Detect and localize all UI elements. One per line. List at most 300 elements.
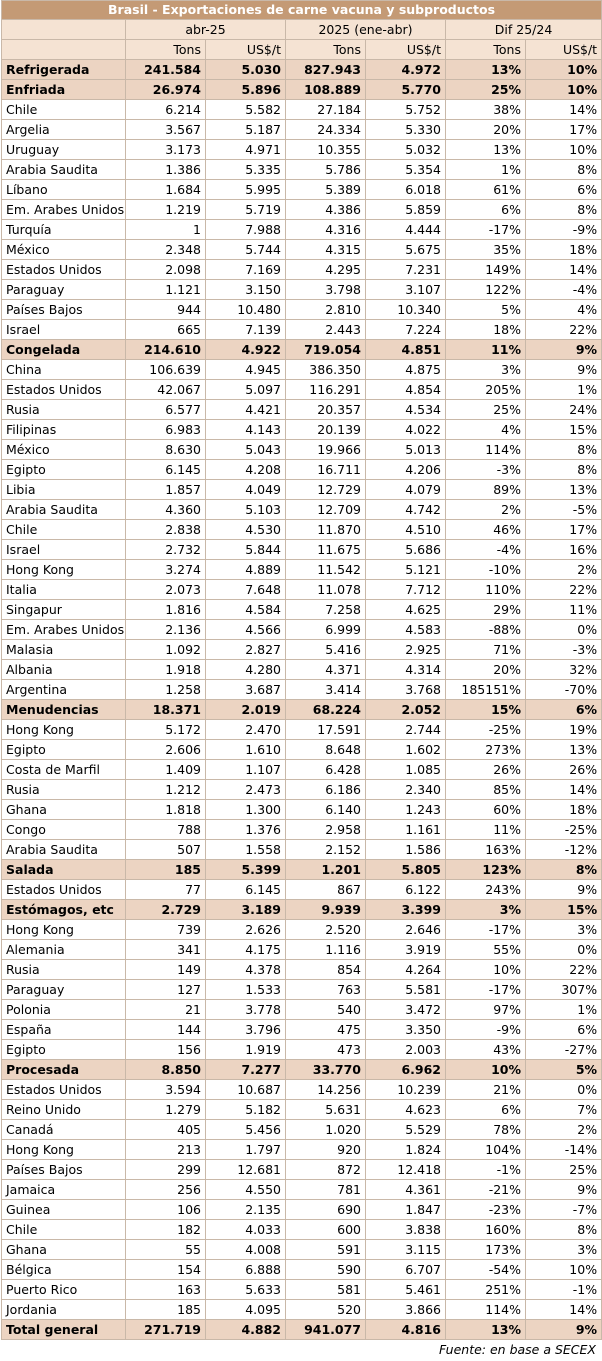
table-cell: 4.314 — [366, 660, 446, 680]
row-label: Chile — [2, 520, 126, 540]
table-cell: 1.212 — [126, 780, 206, 800]
unit-header: Tons — [446, 40, 526, 60]
table-cell: 42.067 — [126, 380, 206, 400]
table-cell: 11.078 — [286, 580, 366, 600]
table-cell: 213 — [126, 1140, 206, 1160]
row-label: Israel — [2, 540, 126, 560]
source-note: Fuente: en base a SECEX — [438, 1342, 596, 1357]
row-label: Malasia — [2, 640, 126, 660]
table-cell: 5.529 — [366, 1120, 446, 1140]
row-label: Filipinas — [2, 420, 126, 440]
table-cell: 1.610 — [206, 740, 286, 760]
table-cell: 5.675 — [366, 240, 446, 260]
table-cell: 4.095 — [206, 1300, 286, 1320]
table-cell: 3% — [526, 1240, 602, 1260]
table-cell: 3.594 — [126, 1080, 206, 1100]
table-cell: 13% — [526, 480, 602, 500]
table-cell: 8% — [526, 860, 602, 880]
table-cell: 719.054 — [286, 340, 366, 360]
table-cell: 20.139 — [286, 420, 366, 440]
row-label: Chile — [2, 1220, 126, 1240]
table-cell: 5.330 — [366, 120, 446, 140]
table-cell: 271.719 — [126, 1320, 206, 1340]
table-cell: 5.182 — [206, 1100, 286, 1120]
row-label: Ghana — [2, 800, 126, 820]
table-cell: 10% — [526, 60, 602, 80]
table-cell: 21 — [126, 1000, 206, 1020]
table-cell: 17% — [526, 120, 602, 140]
table-cell: 14.256 — [286, 1080, 366, 1100]
table-cell: 25% — [446, 400, 526, 420]
table-cell: 4.945 — [206, 360, 286, 380]
row-label: Enfriada — [2, 80, 126, 100]
table-cell: 2.098 — [126, 260, 206, 280]
row-label: Costa de Marfil — [2, 760, 126, 780]
table-cell: -1% — [446, 1160, 526, 1180]
row-label: Argentina — [2, 680, 126, 700]
table-row — [2, 440, 602, 460]
table-cell: 5.043 — [206, 440, 286, 460]
row-label: Arabia Saudita — [2, 500, 126, 520]
table-cell: 5.582 — [206, 100, 286, 120]
table-cell: 1.020 — [286, 1120, 366, 1140]
table-row — [2, 140, 602, 160]
table-cell: 163 — [126, 1280, 206, 1300]
table-cell: 5.581 — [366, 980, 446, 1000]
table-cell: 11% — [526, 600, 602, 620]
table-cell: 2.729 — [126, 900, 206, 920]
table-cell: 7.169 — [206, 260, 286, 280]
table-cell: 600 — [286, 1220, 366, 1240]
table-cell: 781 — [286, 1180, 366, 1200]
table-cell: 22% — [526, 580, 602, 600]
table-cell: 12.681 — [206, 1160, 286, 1180]
table-cell: 104% — [446, 1140, 526, 1160]
row-label: Estómagos, etc — [2, 900, 126, 920]
table-cell: 3.778 — [206, 1000, 286, 1020]
table-row — [2, 1000, 602, 1020]
row-label: Estados Unidos — [2, 1080, 126, 1100]
row-label: Total general — [2, 1320, 126, 1340]
period-header-month: abr-25 — [126, 20, 286, 40]
table-cell: 68.224 — [286, 700, 366, 720]
table-cell: 6% — [526, 700, 602, 720]
table-row — [2, 960, 602, 980]
table-cell: 2% — [526, 560, 602, 580]
table-row — [2, 580, 602, 600]
table-cell: 10.239 — [366, 1080, 446, 1100]
table-cell: 341 — [126, 940, 206, 960]
table-cell: 243% — [446, 880, 526, 900]
table-cell: 6.214 — [126, 100, 206, 120]
table-cell: 4.315 — [286, 240, 366, 260]
table-cell: 26% — [526, 760, 602, 780]
table-cell: 173% — [446, 1240, 526, 1260]
table-row — [2, 1280, 602, 1300]
table-row — [2, 800, 602, 820]
row-label: Salada — [2, 860, 126, 880]
table-cell: 2.810 — [286, 300, 366, 320]
table-row — [2, 1140, 602, 1160]
row-label: Paraguay — [2, 280, 126, 300]
table-cell: 0% — [526, 620, 602, 640]
row-label: Guinea — [2, 1200, 126, 1220]
table-cell: 22% — [526, 320, 602, 340]
table-row — [2, 180, 602, 200]
table-cell: 8% — [526, 1220, 602, 1240]
table-cell: 5.805 — [366, 860, 446, 880]
table-cell: 7.231 — [366, 260, 446, 280]
table-cell: 4.033 — [206, 1220, 286, 1240]
row-label: Egipto — [2, 740, 126, 760]
row-label: Países Bajos — [2, 300, 126, 320]
table-cell: 20% — [446, 120, 526, 140]
table-cell: -54% — [446, 1260, 526, 1280]
table-cell: 7% — [526, 1100, 602, 1120]
table-cell: 6.983 — [126, 420, 206, 440]
exports-table — [1, 0, 602, 1340]
table-cell: 405 — [126, 1120, 206, 1140]
table-cell: 20.357 — [286, 400, 366, 420]
table-cell: 18% — [526, 240, 602, 260]
table-cell: 507 — [126, 840, 206, 860]
table-cell: 1% — [526, 1000, 602, 1020]
table-cell: 1.409 — [126, 760, 206, 780]
table-cell: 6.888 — [206, 1260, 286, 1280]
table-cell: 386.350 — [286, 360, 366, 380]
table-cell: 1.797 — [206, 1140, 286, 1160]
table-cell: 2.646 — [366, 920, 446, 940]
row-label: Libia — [2, 480, 126, 500]
table-cell: 251% — [446, 1280, 526, 1300]
table-cell: 3.115 — [366, 1240, 446, 1260]
table-cell: 6.018 — [366, 180, 446, 200]
row-label: Paraguay — [2, 980, 126, 1000]
table-cell: 4.584 — [206, 600, 286, 620]
table-cell: 60% — [446, 800, 526, 820]
table-cell: 163% — [446, 840, 526, 860]
table-row — [2, 820, 602, 840]
table-cell: 1.243 — [366, 800, 446, 820]
table-row — [2, 200, 602, 220]
table-row — [2, 1120, 602, 1140]
table-cell: 14% — [526, 100, 602, 120]
category-row — [2, 60, 602, 80]
table-title: Brasil - Exportaciones de carne vacuna y subproductos — [2, 1, 602, 20]
table-cell: 941.077 — [286, 1320, 366, 1340]
table-cell: -17% — [446, 980, 526, 1000]
table-cell: 24.334 — [286, 120, 366, 140]
table-cell: 2.348 — [126, 240, 206, 260]
table-cell: 10% — [446, 1060, 526, 1080]
table-cell: 97% — [446, 1000, 526, 1020]
table-cell: 61% — [446, 180, 526, 200]
table-cell: -3% — [526, 640, 602, 660]
table-cell: 4.550 — [206, 1180, 286, 1200]
table-cell: 3.107 — [366, 280, 446, 300]
table-cell: 3% — [526, 920, 602, 940]
table-cell: 15% — [526, 420, 602, 440]
table-cell: 38% — [446, 100, 526, 120]
table-cell: 9% — [526, 340, 602, 360]
table-cell: 241.584 — [126, 60, 206, 80]
table-cell: 2% — [526, 1120, 602, 1140]
table-row — [2, 680, 602, 700]
table-cell: 10.355 — [286, 140, 366, 160]
table-cell: 106.639 — [126, 360, 206, 380]
table-cell: 27.184 — [286, 100, 366, 120]
table-cell: 6.428 — [286, 760, 366, 780]
table-cell: 9% — [526, 360, 602, 380]
table-cell: -4% — [446, 540, 526, 560]
table-cell: 0% — [526, 1080, 602, 1100]
category-row — [2, 1060, 602, 1080]
table-cell: 5.786 — [286, 160, 366, 180]
row-label: Menudencias — [2, 700, 126, 720]
row-label: Estados Unidos — [2, 880, 126, 900]
table-cell: 591 — [286, 1240, 366, 1260]
table-cell: 4.378 — [206, 960, 286, 980]
table-cell: 299 — [126, 1160, 206, 1180]
table-cell: 1.816 — [126, 600, 206, 620]
table-cell: -25% — [526, 820, 602, 840]
table-row — [2, 160, 602, 180]
table-cell: 2.073 — [126, 580, 206, 600]
table-cell: 11.675 — [286, 540, 366, 560]
row-label: Líbano — [2, 180, 126, 200]
table-cell: 2.019 — [206, 700, 286, 720]
table-cell: 4.972 — [366, 60, 446, 80]
table-cell: 590 — [286, 1260, 366, 1280]
table-cell: 1.847 — [366, 1200, 446, 1220]
table-cell: 1.300 — [206, 800, 286, 820]
period-header-ytd: 2025 (ene-abr) — [286, 20, 446, 40]
table-cell: 4.143 — [206, 420, 286, 440]
table-cell: 872 — [286, 1160, 366, 1180]
table-cell: 18% — [446, 320, 526, 340]
table-cell: 5.335 — [206, 160, 286, 180]
table-cell: 2.003 — [366, 1040, 446, 1060]
table-cell: -7% — [526, 1200, 602, 1220]
table-cell: 690 — [286, 1200, 366, 1220]
table-cell: 3.150 — [206, 280, 286, 300]
row-label: Alemania — [2, 940, 126, 960]
table-cell: 5.354 — [366, 160, 446, 180]
table-cell: 3.414 — [286, 680, 366, 700]
table-cell: 9% — [526, 880, 602, 900]
table-row — [2, 320, 602, 340]
table-cell: 1 — [126, 220, 206, 240]
table-row — [2, 660, 602, 680]
unit-header: Tons — [126, 40, 206, 60]
table-cell: 3.796 — [206, 1020, 286, 1040]
table-row — [2, 280, 602, 300]
table-row — [2, 940, 602, 960]
table-cell: 5.752 — [366, 100, 446, 120]
table-row — [2, 1160, 602, 1180]
table-cell: 2.838 — [126, 520, 206, 540]
table-cell: 5% — [446, 300, 526, 320]
table-cell: -27% — [526, 1040, 602, 1060]
table-cell: -9% — [526, 220, 602, 240]
table-cell: 10% — [526, 80, 602, 100]
table-cell: 4.360 — [126, 500, 206, 520]
table-cell: 110% — [446, 580, 526, 600]
table-cell: -25% — [446, 720, 526, 740]
period-header-row — [2, 20, 602, 40]
table-cell: 11% — [446, 820, 526, 840]
table-cell: 26% — [446, 760, 526, 780]
table-cell: 920 — [286, 1140, 366, 1160]
table-cell: 2.152 — [286, 840, 366, 860]
table-cell: 3.687 — [206, 680, 286, 700]
table-cell: 5% — [526, 1060, 602, 1080]
table-cell: 22% — [526, 960, 602, 980]
table-cell: 1.533 — [206, 980, 286, 1000]
table-cell: 6.145 — [126, 460, 206, 480]
row-label: Chile — [2, 100, 126, 120]
table-row — [2, 240, 602, 260]
table-cell: -17% — [446, 920, 526, 940]
table-row — [2, 360, 602, 380]
table-cell: 15% — [526, 900, 602, 920]
table-cell: 273% — [446, 740, 526, 760]
table-cell: 123% — [446, 860, 526, 880]
header-blank — [2, 20, 126, 40]
table-cell: 0% — [526, 940, 602, 960]
table-cell: -17% — [446, 220, 526, 240]
table-cell: 5.896 — [206, 80, 286, 100]
table-cell: 156 — [126, 1040, 206, 1060]
table-cell: 127 — [126, 980, 206, 1000]
table-cell: 77 — [126, 880, 206, 900]
table-cell: -70% — [526, 680, 602, 700]
table-cell: 4.816 — [366, 1320, 446, 1340]
table-row — [2, 1240, 602, 1260]
table-cell: 10% — [446, 960, 526, 980]
table-row — [2, 560, 602, 580]
table-row — [2, 1220, 602, 1240]
table-cell: 3.189 — [206, 900, 286, 920]
unit-header: US$/t — [206, 40, 286, 60]
row-label: Congo — [2, 820, 126, 840]
table-cell: 6.140 — [286, 800, 366, 820]
table-cell: 4.971 — [206, 140, 286, 160]
table-cell: 21% — [446, 1080, 526, 1100]
table-cell: 7.648 — [206, 580, 286, 600]
header-blank — [2, 40, 126, 60]
row-label: España — [2, 1020, 126, 1040]
table-row — [2, 1080, 602, 1100]
table-cell: 4.882 — [206, 1320, 286, 1340]
table-cell: 9% — [526, 1320, 602, 1340]
row-label: Egipto — [2, 460, 126, 480]
unit-header-row — [2, 40, 602, 60]
table-cell: 6.577 — [126, 400, 206, 420]
table-cell: 15% — [446, 700, 526, 720]
row-label: Hong Kong — [2, 920, 126, 940]
table-cell: 1.919 — [206, 1040, 286, 1060]
table-cell: 3.798 — [286, 280, 366, 300]
table-cell: 6% — [446, 200, 526, 220]
table-cell: 154 — [126, 1260, 206, 1280]
table-cell: 1.586 — [366, 840, 446, 860]
table-cell: 4.742 — [366, 500, 446, 520]
table-cell: 13% — [446, 1320, 526, 1340]
row-label: Estados Unidos — [2, 380, 126, 400]
table-cell: 2.520 — [286, 920, 366, 940]
table-cell: 71% — [446, 640, 526, 660]
table-cell: 5.172 — [126, 720, 206, 740]
table-cell: 24% — [526, 400, 602, 420]
row-label: Procesada — [2, 1060, 126, 1080]
table-cell: 2.135 — [206, 1200, 286, 1220]
row-label: Hong Kong — [2, 560, 126, 580]
table-cell: 5.103 — [206, 500, 286, 520]
table-cell: 7.258 — [286, 600, 366, 620]
table-cell: 4.623 — [366, 1100, 446, 1120]
table-cell: 214.610 — [126, 340, 206, 360]
table-cell: 5.633 — [206, 1280, 286, 1300]
table-row — [2, 640, 602, 660]
table-cell: 5.187 — [206, 120, 286, 140]
category-row — [2, 340, 602, 360]
table-cell: 5.013 — [366, 440, 446, 460]
table-cell: 763 — [286, 980, 366, 1000]
table-cell: 4.510 — [366, 520, 446, 540]
table-cell: 3.399 — [366, 900, 446, 920]
row-label: Rusia — [2, 960, 126, 980]
table-cell: 11.542 — [286, 560, 366, 580]
table-cell: 4.280 — [206, 660, 286, 680]
table-cell: 4% — [446, 420, 526, 440]
table-cell: 1.558 — [206, 840, 286, 860]
table-cell: 6.962 — [366, 1060, 446, 1080]
category-row — [2, 900, 602, 920]
table-cell: 5.399 — [206, 860, 286, 880]
table-cell: 2.626 — [206, 920, 286, 940]
table-cell: 2.827 — [206, 640, 286, 660]
table-cell: 9% — [526, 1180, 602, 1200]
row-label: México — [2, 440, 126, 460]
table-cell: -10% — [446, 560, 526, 580]
table-cell: 5.121 — [366, 560, 446, 580]
table-cell: 20% — [446, 660, 526, 680]
table-cell: 8.630 — [126, 440, 206, 460]
table-row — [2, 260, 602, 280]
table-cell: 25% — [446, 80, 526, 100]
table-cell: 4.625 — [366, 600, 446, 620]
table-cell: 10.340 — [366, 300, 446, 320]
unit-header: Tons — [286, 40, 366, 60]
table-cell: 1.116 — [286, 940, 366, 960]
table-cell: 35% — [446, 240, 526, 260]
total-row — [2, 1320, 602, 1340]
table-cell: 3.768 — [366, 680, 446, 700]
table-cell: 520 — [286, 1300, 366, 1320]
table-cell: 1.684 — [126, 180, 206, 200]
table-cell: -4% — [526, 280, 602, 300]
table-cell: 6% — [526, 1020, 602, 1040]
table-cell: 7.712 — [366, 580, 446, 600]
table-cell: 1.219 — [126, 200, 206, 220]
table-cell: 85% — [446, 780, 526, 800]
table-cell: 182 — [126, 1220, 206, 1240]
table-cell: 106 — [126, 1200, 206, 1220]
table-cell: 6.145 — [206, 880, 286, 900]
table-cell: 6% — [446, 1100, 526, 1120]
table-row — [2, 760, 602, 780]
